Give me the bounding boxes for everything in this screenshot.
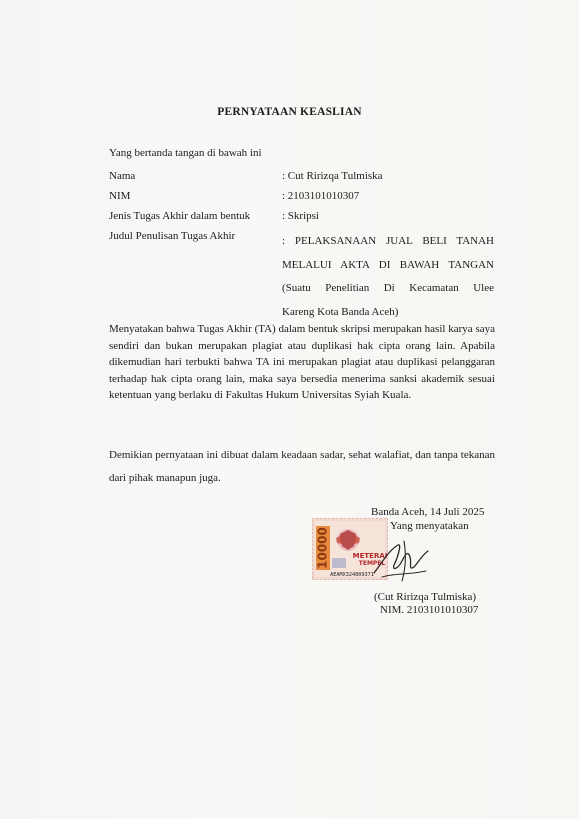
closing-paragraph: Demikian pernyataan ini dibuat dalam keadaan sadar, sehat walafiat, dan tanpa tekanan dari pihak manapun juga. <box>109 449 495 484</box>
stamp-label-top: METERAI <box>352 552 388 560</box>
signature-icon <box>368 533 436 587</box>
field-label-thesis-title: Judul Penulisan Tugas Akhir <box>109 230 236 242</box>
signer-name: (Cut Ririzqa Tulmiska) <box>374 591 477 603</box>
field-label-type: Jenis Tugas Akhir dalam bentuk <box>109 210 251 222</box>
declaration-paragraph: Menyatakan bahwa Tugas Akhir (TA) dalam bentuk skripsi merupakan hasil karya saya sendiri dan bukan merupakan plagiat atau duplikasi hak cipta orang lain. Apabila dikemudian hari terbukti bahwa TA ini merupakan plagiat atau duplikasi pelanggaran terhadap hak cipta orang lain, maka saya bersedia menerima sanksi akademik sesuai ketentuan yang berlaku di Fakultas Hukum Universitas Syiah Kuala. <box>109 323 495 401</box>
thesis-title-block <box>282 230 494 324</box>
thesis-title-line: MELALUI AKTA DI BAWAH TANGAN <box>282 258 494 271</box>
stamp-label-bottom: TEMPEL <box>358 560 386 567</box>
thesis-title-line: (Suatu Penelitian Di Kecamatan Ulee <box>282 282 494 294</box>
signer-role: Yang menyatakan <box>390 520 469 532</box>
field-value-name: : Cut Ririzqa Tulmiska <box>282 170 383 182</box>
place-date: Banda Aceh, 14 Juli 2025 <box>371 506 485 518</box>
thesis-title-line: : PELAKSANAAN JUAL BELI TANAH <box>282 235 494 247</box>
field-label-name: Nama <box>109 170 136 182</box>
field-label-nim: NIM <box>109 190 131 202</box>
intro-text: Yang bertanda tangan di bawah ini <box>109 147 262 159</box>
stamp-value: 10000 <box>315 527 330 569</box>
signer-nim: NIM. 2103101010307 <box>380 604 479 616</box>
page-title: PERNYATAAN KEASLIAN <box>217 106 362 118</box>
stamp-serial: AEAMX324809371 <box>330 572 374 578</box>
field-value-nim: : 2103101010307 <box>282 190 360 202</box>
thesis-title-line: Kareng Kota Banda Aceh) <box>282 305 399 318</box>
field-value-type: : Skripsi <box>282 210 319 222</box>
